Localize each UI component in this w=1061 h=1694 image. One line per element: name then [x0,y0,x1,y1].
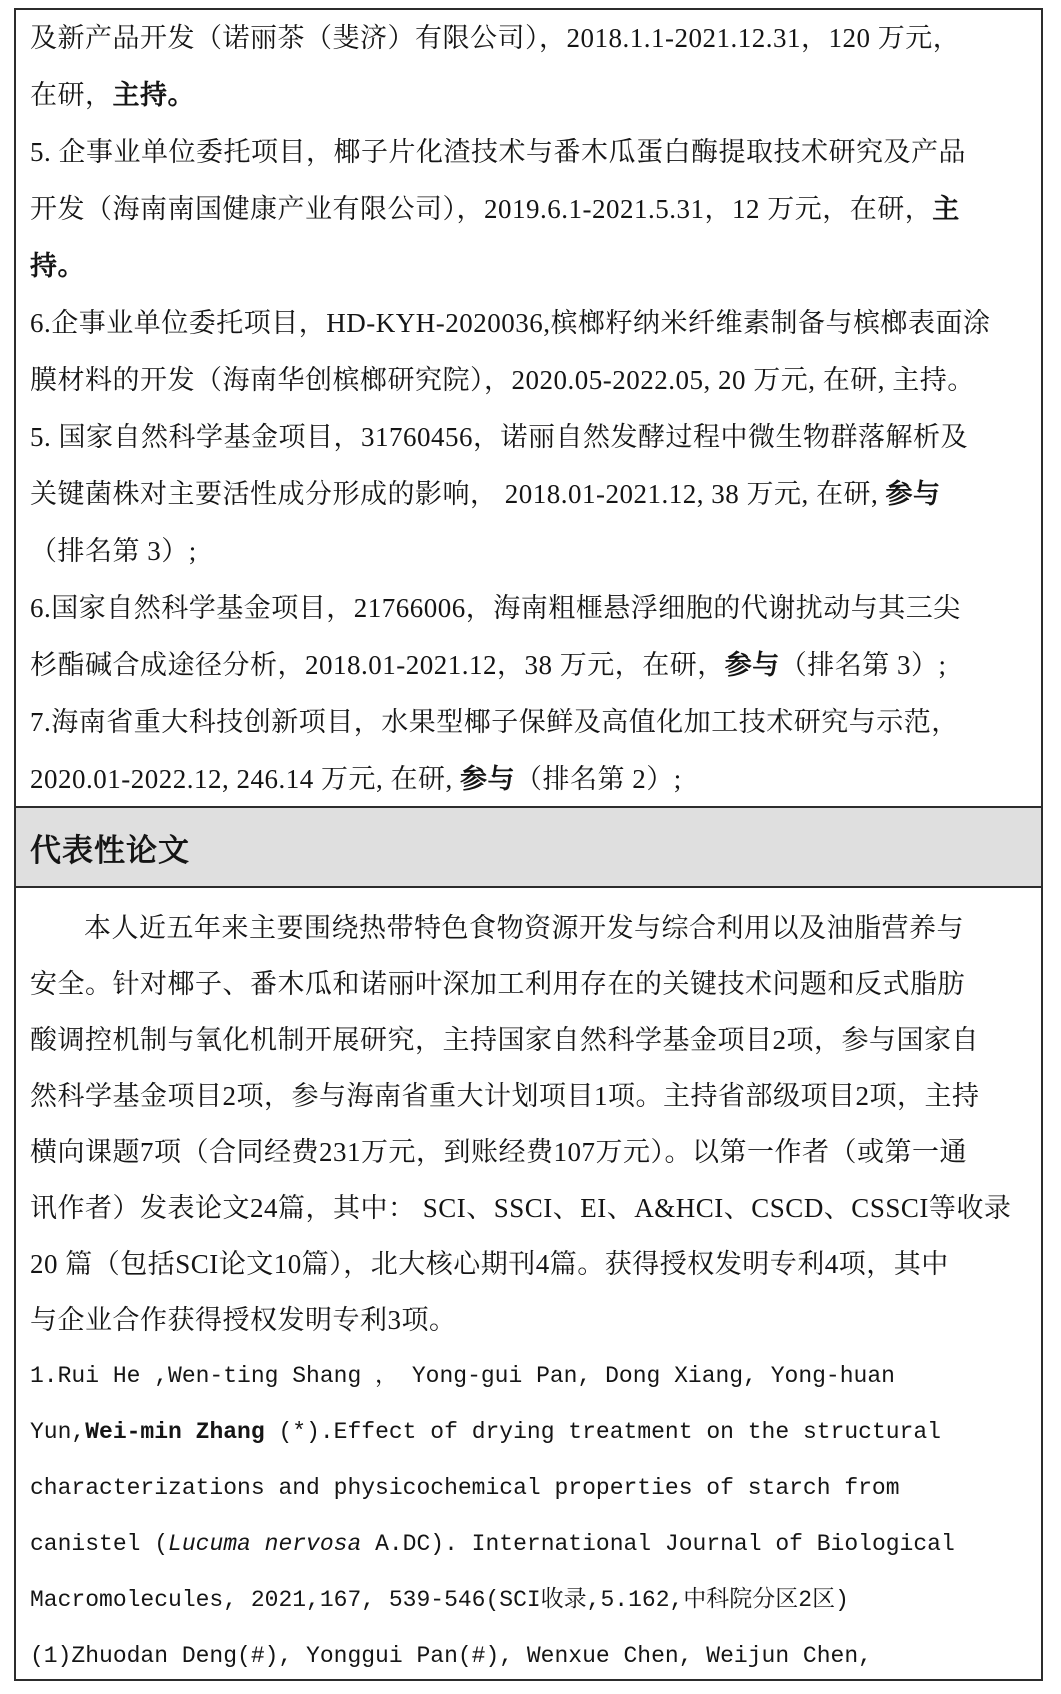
text-segment: 5. 国家自然科学基金项目，31760456，诺丽自然发酵过程中微生物群落解析及 [30,422,968,452]
papers-section [16,888,1041,1679]
text-line [30,1236,1027,1292]
projects-continued-section [16,10,1041,806]
text-line [30,124,1027,181]
text-line [30,751,1027,806]
text-segment: 7.海南省重大科技创新项目，水果型椰子保鲜及高值化加工技术研究与示范， [30,707,959,737]
text-segment: 膜材料的开发（海南华创槟榔研究院），2020.05-2022.05, 20 万元, 在研, 主持。 [30,365,975,395]
text-line [30,956,1027,1012]
text-segment: Macromolecules, 2021,167, 539-546(SCI收录,5.162,中科院分区2区) [30,1587,849,1613]
text-segment: 20 篇（包括SCI论文10篇），北大核心期刊4篇。获得授权发明专利4项，其中 [30,1249,949,1279]
text-line [30,67,1027,124]
text-segment: canistel ( [30,1531,169,1557]
text-line [30,1012,1027,1068]
text-segment: 6.企事业单位委托项目，HD-KYH-2020036,槟榔籽纳米纤维素制备与槟榔表面涂 [30,308,991,338]
text-segment: (*).Effect of drying treatment on the structural [264,1419,941,1445]
text-segment: 在研， [30,80,113,110]
text-line [30,1628,1027,1679]
text-line [30,466,1027,523]
text-segment: 杉酯碱合成途径分析，2018.01-2021.12，38 万元，在研， [30,650,725,680]
text-segment: 参与 [885,479,941,509]
text-line [30,1292,1027,1348]
text-segment: 持。 [30,251,85,281]
text-segment: (1)Zhuodan Deng(#), Yonggui Pan(#), Wenxue Chen, Weijun Chen, [30,1643,872,1669]
text-segment: 开发（海南南国健康产业有限公司），2019.6.1-2021.5.31，12 万元，在研， [30,194,933,224]
text-line [30,1572,1027,1628]
text-segment: （排名第 2）; [515,764,682,794]
text-segment: 酸调控机制与氧化机制开展研究，主持国家自然科学基金项目2项，参与国家自 [30,1025,979,1055]
text-line [30,637,1027,694]
text-segment: A.DC). International Journal of Biological [361,1531,955,1557]
text-segment: 5. 企事业单位委托项目，椰子片化渣技术与番木瓜蛋白酶提取技术研究及产品 [30,137,966,167]
papers-header-title: 代表性论文 [30,832,190,868]
text-segment: Yun, [30,1419,86,1445]
text-line [30,694,1027,751]
text-segment: 6.国家自然科学基金项目，21766006，海南粗榧悬浮细胞的代谢扰动与其三尖 [30,593,961,623]
text-segment: Wei-min Zhang [85,1419,265,1445]
text-segment: characterizations and physicochemical properties of starch from [30,1475,900,1501]
text-line [30,523,1027,580]
text-segment: 讯作者）发表论文24篇，其中： SCI、SSCI、EI、A&HCI、CSCD、CSSCI等收录 [30,1193,1012,1223]
text-segment: 1.Rui He ,Wen-ting Shang ， Yong-gui Pan, Dong Xiang, Yong-huan [30,1363,895,1389]
text-segment: 横向课题7项（合同经费231万元，到账经费107万元）。以第一作者（或第一通 [30,1137,967,1167]
text-segment: 主持。 [112,80,195,110]
text-line [30,1404,1027,1460]
text-segment: （排名第 3）; [30,536,197,566]
text-line [30,352,1027,409]
text-line [30,900,1027,956]
text-line [30,1124,1027,1180]
text-segment: 关键菌株对主要活性成分形成的影响， 2018.01-2021.12, 38 万元, 在研, [30,479,886,509]
text-line [30,1516,1027,1572]
text-segment: 主 [932,194,960,224]
text-segment: Lucuma nervosa [168,1531,362,1557]
text-segment: 与企业合作获得授权发明专利3项。 [30,1305,457,1335]
papers-header-row [16,806,1041,888]
text-segment: 2020.01-2022.12, 246.14 万元, 在研, [30,764,460,794]
text-segment: 参与 [724,650,780,680]
text-segment: 参与 [460,764,515,794]
text-line [30,295,1027,352]
text-line [30,1348,1027,1404]
text-line [30,1460,1027,1516]
text-segment: 然科学基金项目2项，参与海南省重大计划项目1项。主持省部级项目2项，主持 [30,1081,980,1111]
text-line [30,409,1027,466]
text-segment: 及新产品开发（诺丽茶（斐济）有限公司），2018.1.1-2021.12.31，120 万元， [30,23,961,53]
text-line [30,580,1027,637]
text-line [30,1180,1027,1236]
text-line [30,10,1027,67]
document-table [14,8,1043,1681]
text-line [30,181,1027,238]
text-segment: 本人近五年来主要围绕热带特色食物资源开发与综合利用以及油脂营养与 [84,913,964,943]
text-segment: （排名第 3）; [779,650,947,680]
text-segment: 安全。针对椰子、番木瓜和诺丽叶深加工利用存在的关键技术问题和反式脂肪 [30,969,965,999]
text-line [30,1068,1027,1124]
text-line [30,238,1027,295]
